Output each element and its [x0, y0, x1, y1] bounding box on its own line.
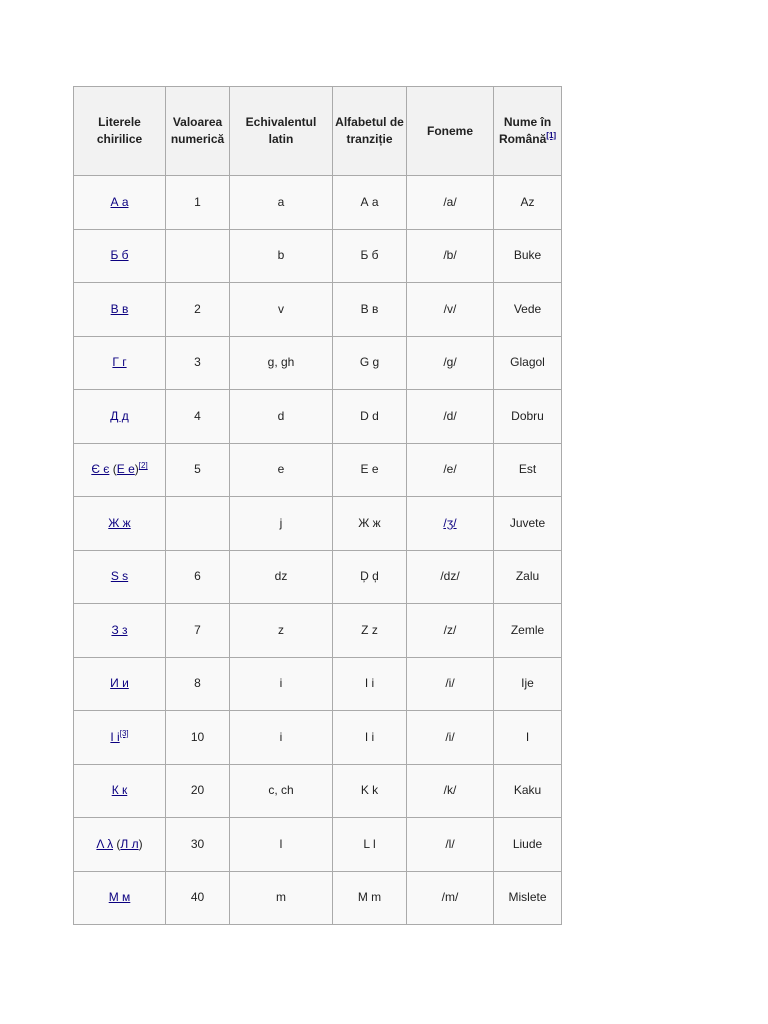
cell-latin-equivalent: b — [230, 229, 333, 283]
cell-transition-alphabet: М m — [333, 871, 407, 925]
cell-phoneme: /l/ — [407, 818, 494, 872]
cyrillic-letter-link[interactable]: Г г — [112, 355, 127, 370]
cell-numeric-value: 10 — [166, 711, 230, 765]
cell-cyrillic — [74, 283, 166, 337]
cell-transition-alphabet: Ḑ ḑ — [333, 550, 407, 604]
table-row — [74, 711, 562, 765]
cyrillic-letter-link[interactable]: Ѕ ѕ — [110, 569, 129, 584]
cell-phoneme: /i/ — [407, 657, 494, 711]
cyrillic-letter-link[interactable]: Д д — [110, 408, 129, 423]
table-row — [74, 818, 562, 872]
cell-romanian-name: Zalu — [494, 550, 562, 604]
cell-phoneme: /d/ — [407, 390, 494, 444]
cell-numeric-value — [166, 229, 230, 283]
cell-phoneme: /a/ — [407, 176, 494, 230]
reference-link[interactable]: [3] — [119, 728, 129, 738]
cyrillic-letter-link[interactable]: В в — [110, 301, 129, 316]
cell-transition-alphabet: Ж ж — [333, 497, 407, 551]
cell-romanian-name: Kaku — [494, 764, 562, 818]
table-row — [74, 497, 562, 551]
cell-romanian-name: Mislete — [494, 871, 562, 925]
reference-superscript[interactable] — [120, 729, 129, 738]
cell-cyrillic — [74, 443, 166, 497]
cell-latin-equivalent: z — [230, 604, 333, 658]
cell-latin-equivalent: i — [230, 711, 333, 765]
cell-transition-alphabet: В в — [333, 283, 407, 337]
cell-romanian-name: Zemle — [494, 604, 562, 658]
cell-romanian-name: Dobru — [494, 390, 562, 444]
cell-numeric-value: 30 — [166, 818, 230, 872]
header-phonemes: Foneme — [407, 87, 494, 176]
cyrillic-letter-link[interactable]: Є є — [91, 462, 110, 477]
cell-numeric-value — [166, 497, 230, 551]
table-row — [74, 764, 562, 818]
cell-numeric-value: 3 — [166, 336, 230, 390]
paren-open: ( — [109, 462, 117, 477]
cell-cyrillic — [74, 390, 166, 444]
cell-romanian-name: Est — [494, 443, 562, 497]
paren-open: ( — [113, 836, 121, 851]
cyrillic-letter-link[interactable]: А а — [110, 194, 129, 209]
table-row — [74, 550, 562, 604]
cell-transition-alphabet: Z z — [333, 604, 407, 658]
reference-link[interactable]: [2] — [138, 461, 148, 471]
cell-cyrillic — [74, 229, 166, 283]
cell-transition-alphabet: Б б — [333, 229, 407, 283]
cell-numeric-value: 20 — [166, 764, 230, 818]
cell-phoneme: /g/ — [407, 336, 494, 390]
header-romanian-name — [494, 87, 562, 176]
table-row — [74, 176, 562, 230]
header-cyrillic: Literele chirilice — [74, 87, 166, 176]
phoneme-link[interactable]: /ʒ/ — [443, 515, 457, 530]
cell-cyrillic — [74, 657, 166, 711]
cell-romanian-name: Glagol — [494, 336, 562, 390]
cell-cyrillic — [74, 336, 166, 390]
header-latin-equivalent: Echivalentul latin — [230, 87, 333, 176]
cell-cyrillic — [74, 497, 166, 551]
table-header-row — [74, 87, 562, 176]
cyrillic-letter-link[interactable]: Ж ж — [108, 515, 131, 530]
table-row — [74, 657, 562, 711]
cell-numeric-value: 4 — [166, 390, 230, 444]
cell-cyrillic — [74, 176, 166, 230]
cell-latin-equivalent: g, gh — [230, 336, 333, 390]
cell-romanian-name: Juvete — [494, 497, 562, 551]
cell-transition-alphabet: K k — [333, 764, 407, 818]
table-row — [74, 604, 562, 658]
cyrillic-letter-link[interactable]: К к — [111, 783, 128, 798]
cell-latin-equivalent: i — [230, 657, 333, 711]
cell-latin-equivalent: j — [230, 497, 333, 551]
cell-romanian-name: Buke — [494, 229, 562, 283]
cell-latin-equivalent: l — [230, 818, 333, 872]
cyrillic-letter-link[interactable]: І і — [110, 729, 120, 744]
cell-latin-equivalent: v — [230, 283, 333, 337]
cell-numeric-value: 5 — [166, 443, 230, 497]
cell-transition-alphabet: I i — [333, 711, 407, 765]
cyrillic-alt-letter-link[interactable]: Е е — [116, 462, 135, 477]
cell-latin-equivalent: dz — [230, 550, 333, 604]
cell-numeric-value: 8 — [166, 657, 230, 711]
cell-numeric-value: 1 — [166, 176, 230, 230]
cell-phoneme: /v/ — [407, 283, 494, 337]
cyrillic-letter-link[interactable]: М м — [108, 890, 131, 905]
cyrillic-letter-link[interactable]: З з — [111, 622, 128, 637]
cell-latin-equivalent: c, ch — [230, 764, 333, 818]
cell-latin-equivalent: e — [230, 443, 333, 497]
reference-link[interactable]: [1] — [546, 131, 557, 140]
cyrillic-alt-letter-link[interactable]: Л л — [120, 836, 139, 851]
reference-superscript[interactable] — [546, 131, 556, 140]
cell-transition-alphabet: D d — [333, 390, 407, 444]
cell-romanian-name: Az — [494, 176, 562, 230]
header-transition-alphabet: Alfabetul de tranziție — [333, 87, 407, 176]
cell-latin-equivalent: d — [230, 390, 333, 444]
cyrillic-letter-link[interactable]: И и — [110, 676, 129, 691]
cell-transition-alphabet: G g — [333, 336, 407, 390]
cell-transition-alphabet: I i — [333, 657, 407, 711]
cell-phoneme: /dz/ — [407, 550, 494, 604]
cell-phoneme: /b/ — [407, 229, 494, 283]
header-romanian-name-label: Nume în Română — [498, 115, 552, 146]
cell-cyrillic — [74, 604, 166, 658]
table-row — [74, 229, 562, 283]
header-numeric-value: Valoarea numerică — [166, 87, 230, 176]
cell-latin-equivalent: a — [230, 176, 333, 230]
cell-phoneme: /k/ — [407, 764, 494, 818]
cyrillic-letter-link[interactable]: Б б — [110, 248, 129, 263]
cell-cyrillic — [74, 764, 166, 818]
cell-phoneme: /e/ — [407, 443, 494, 497]
table-row — [74, 390, 562, 444]
cell-cyrillic — [74, 550, 166, 604]
table-row — [74, 871, 562, 925]
cell-numeric-value: 40 — [166, 871, 230, 925]
cell-cyrillic — [74, 871, 166, 925]
paren-close: ) — [138, 836, 143, 851]
cell-romanian-name: Ije — [494, 657, 562, 711]
cell-transition-alphabet: Е е — [333, 443, 407, 497]
table-row — [74, 443, 562, 497]
cell-phoneme: /z/ — [407, 604, 494, 658]
cell-phoneme: /i/ — [407, 711, 494, 765]
cell-numeric-value: 7 — [166, 604, 230, 658]
cell-romanian-name: Vede — [494, 283, 562, 337]
cell-romanian-name: Liude — [494, 818, 562, 872]
cell-phoneme — [407, 497, 494, 551]
cell-romanian-name: I — [494, 711, 562, 765]
paren-close: ) — [134, 462, 139, 477]
cell-cyrillic — [74, 818, 166, 872]
cyrillic-letter-link[interactable]: Λ λ — [96, 836, 114, 851]
table-row — [74, 336, 562, 390]
cell-cyrillic — [74, 711, 166, 765]
table-row — [74, 283, 562, 337]
cell-transition-alphabet: L l — [333, 818, 407, 872]
cyrillic-alphabet-table — [73, 86, 562, 925]
cell-transition-alphabet: А а — [333, 176, 407, 230]
cell-numeric-value: 2 — [166, 283, 230, 337]
cell-numeric-value: 6 — [166, 550, 230, 604]
cell-latin-equivalent: m — [230, 871, 333, 925]
reference-superscript[interactable] — [139, 461, 148, 470]
cell-phoneme: /m/ — [407, 871, 494, 925]
